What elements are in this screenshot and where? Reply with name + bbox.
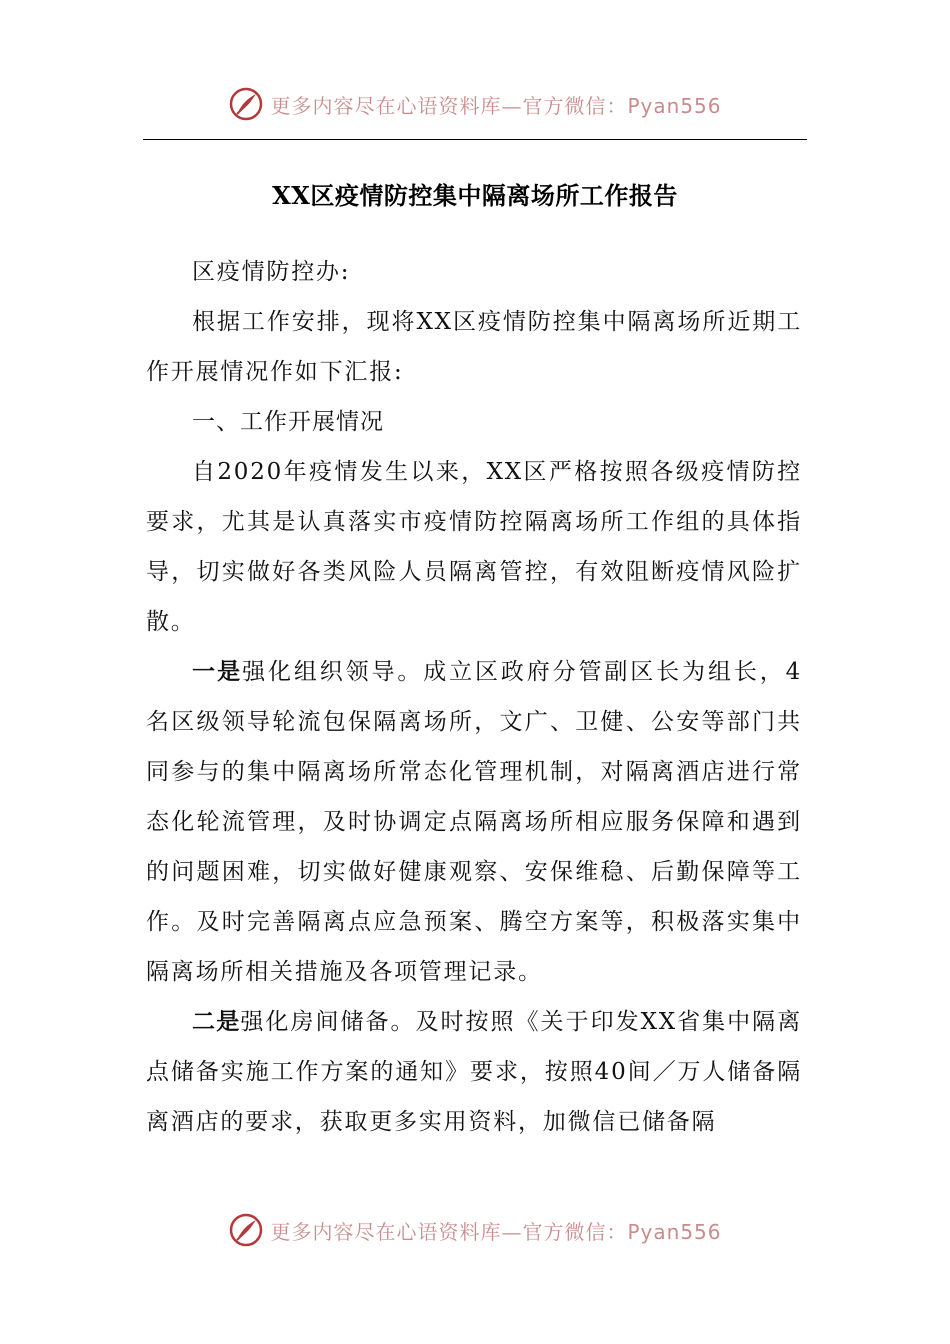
watermark-text: 更多内容尽在心语资料库—官方微信：Pyan556: [270, 1219, 722, 1244]
item-1-paragraph: [146, 647, 802, 997]
header-rule: [143, 139, 807, 140]
quill-logo-icon: [228, 86, 264, 122]
header-watermark: [0, 84, 950, 124]
wechat-id: Pyan556: [627, 1219, 722, 1244]
item-1-lead: 一是: [192, 659, 243, 685]
document-body: [146, 247, 802, 1147]
item-2-text: 强化房间储备。及时按照《关于印发XX省集中隔离点储备实施工作方案的通知》要求，按照40间／万人储备隔离酒店的要求，获取更多实用资料，加微信已储备隔: [146, 1009, 802, 1135]
section-heading: 一、工作开展情况: [192, 409, 384, 435]
watermark-text: 更多内容尽在心语资料库—官方微信：Pyan556: [270, 93, 722, 118]
item-2-paragraph: [146, 997, 802, 1147]
salutation: 区疫情防控办:: [192, 259, 351, 285]
wechat-id: Pyan556: [627, 93, 722, 118]
section-paragraph: 自2020年疫情发生以来，XX区严格按照各级疫情防控要求，尤其是认真落实市疫情防控隔离场所工作组的具体指导，切实做好各类风险人员隔离管控，有效阻断疫情风险扩散。: [146, 459, 802, 635]
intro-paragraph: 根据工作安排，现将XX区疫情防控集中隔离场所近期工作开展情况作如下汇报:: [146, 309, 802, 385]
footer-watermark: [0, 1210, 950, 1250]
quill-logo-icon: [228, 1212, 264, 1248]
item-1-text: 强化组织领导。成立区政府分管副区长为组长，4名区级领导轮流包保隔离场所，文广、卫健、公安等部门共同参与的集中隔离场所常态化管理机制，对隔离酒店进行常态化轮流管理，及时协调定点隔离场所相应服务保障和遇到的问题困难，切实做好健康观察、安保维稳、后勤保障等工作。及时完善隔离点应急预案、腾空方案等，积极落实集中隔离场所相关措施及各项管理记录。: [146, 659, 803, 985]
document-title: XX区疫情防控集中隔离场所工作报告: [272, 181, 678, 210]
item-2-lead: 二是: [192, 1009, 241, 1035]
